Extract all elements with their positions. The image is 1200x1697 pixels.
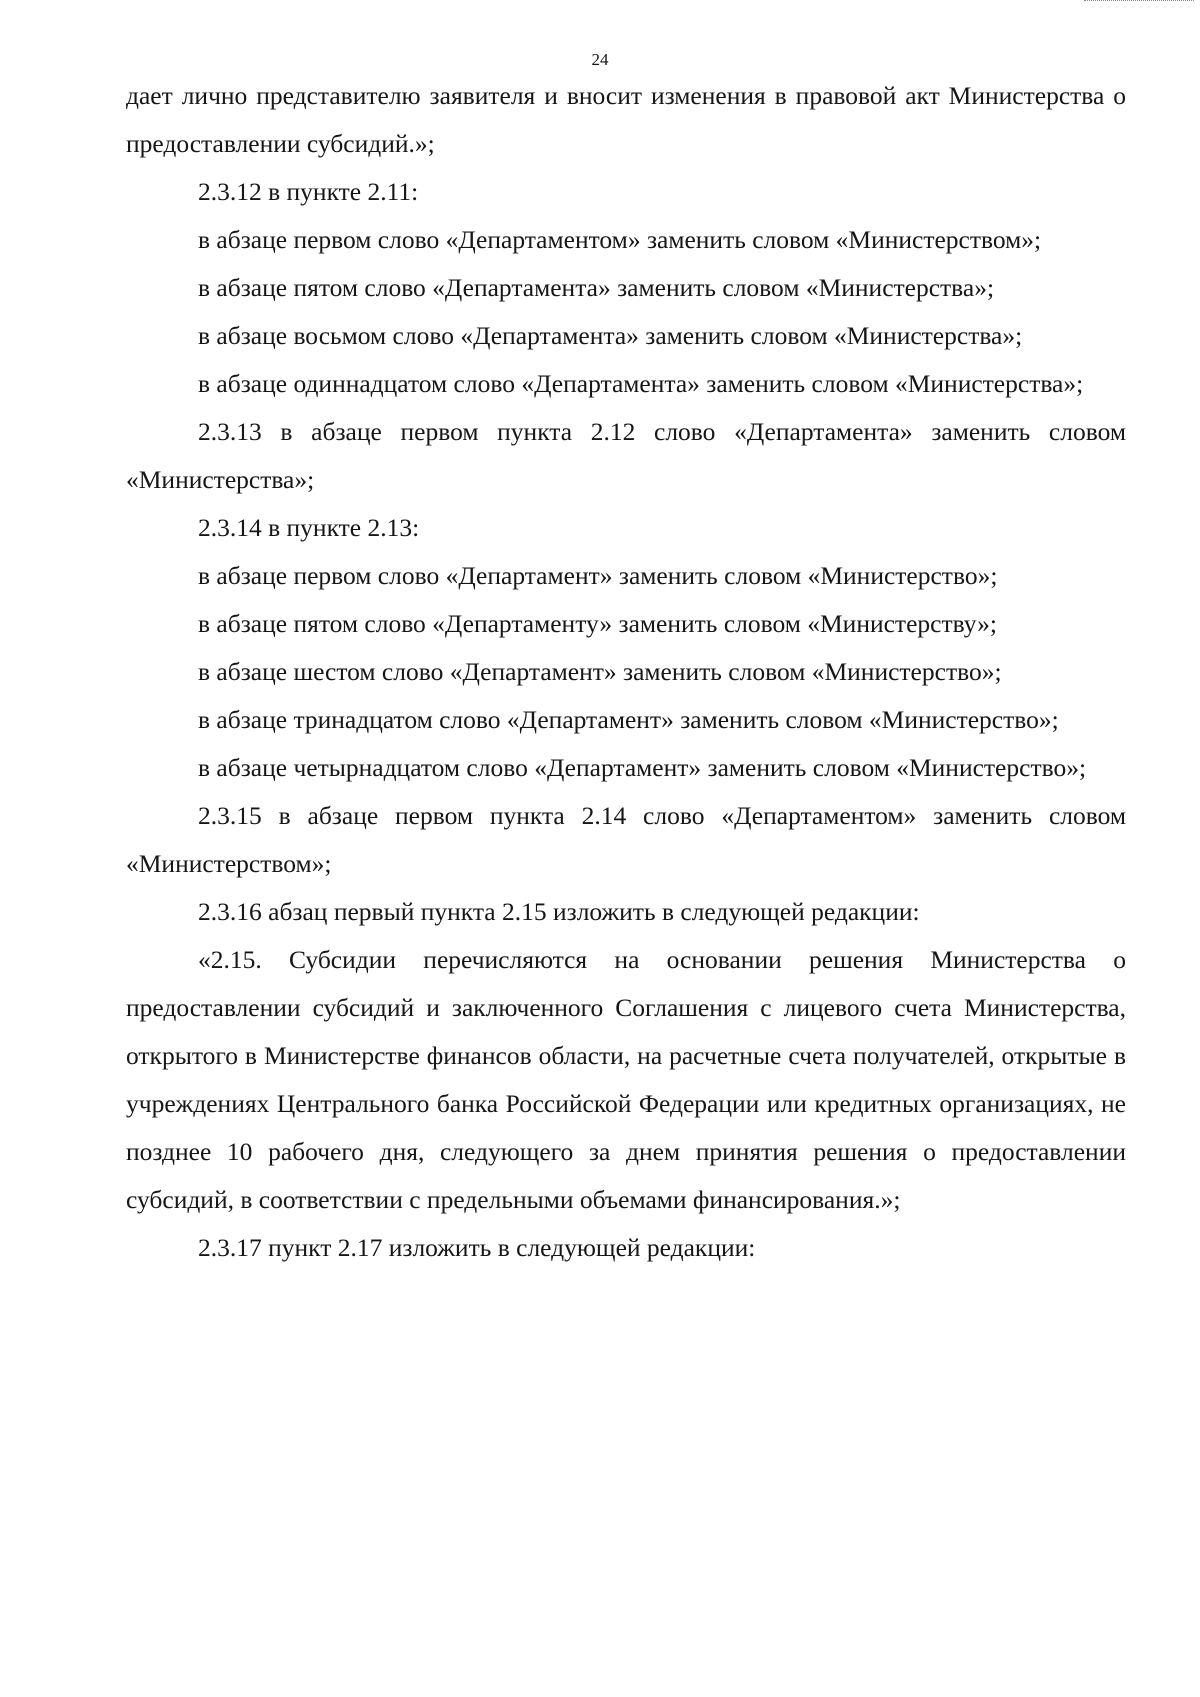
paragraph-item-2-3-13: 2.3.13 в абзаце первом пункта 2.12 слово «Департамента» заменить словом «Министерства»; bbox=[126, 417, 1126, 494]
paragraph-item-2-3-12: 2.3.12 в пункте 2.11: bbox=[198, 177, 419, 206]
paragraph-item-2-3-16: 2.3.16 абзац первый пункта 2.15 изложить в следующей редакции: bbox=[198, 897, 920, 926]
scan-edge-mark bbox=[1084, 0, 1194, 9]
paragraph-amendment: в абзаце пятом слово «Департамента» заменить словом «Министерства»; bbox=[198, 273, 995, 302]
paragraph-item-2-3-17: 2.3.17 пункт 2.17 изложить в следующей редакции: bbox=[198, 1233, 756, 1262]
paragraph-amendment: в абзаце тринадцатом слово «Департамент» заменить словом «Министерство»; bbox=[198, 705, 1059, 734]
paragraph-continuation: дает лично представителю заявителя и вносит изменения в правовой акт Министерства о предоставлении субсидий.»; bbox=[126, 81, 1126, 158]
paragraph-item-2-3-15: 2.3.15 в абзаце первом пункта 2.14 слово «Департаментом» заменить словом «Министерством»; bbox=[126, 801, 1126, 878]
document-body bbox=[126, 72, 1126, 1272]
paragraph-amendment: в абзаце одиннадцатом слово «Департамента» заменить словом «Министерства»; bbox=[198, 369, 1084, 398]
paragraph-amendment: в абзаце восьмом слово «Департамента» заменить словом «Министерства»; bbox=[198, 321, 1023, 350]
paragraph-amendment: в абзаце первом слово «Департамент» заменить словом «Министерство»; bbox=[198, 561, 998, 590]
paragraph-item-2-3-14: 2.3.14 в пункте 2.13: bbox=[198, 513, 420, 542]
paragraph-quoted-2-15: «2.15. Субсидии перечисляются на основании решения Министерства о предоставлении субсидий и заключенного Соглашения с лицевого счета Министерства, открытого в Министерстве финансов области, на расчетные счета получателей, открытые в учреждениях Центрального банка Российской Федерации или кредитных организациях, не позднее 10 рабочего дня, следующего за днем принятия решения о предоставлении субсидий, в соответствии с предельными объемами финансирования.»; bbox=[126, 945, 1126, 1214]
paragraph-amendment: в абзаце четырнадцатом слово «Департамент» заменить словом «Министерство»; bbox=[198, 753, 1087, 782]
page-number: 24 bbox=[591, 50, 609, 69]
paragraph-amendment: в абзаце первом слово «Департаментом» заменить словом «Министерством»; bbox=[198, 225, 1042, 254]
paragraph-amendment: в абзаце пятом слово «Департаменту» заменить словом «Министерству»; bbox=[198, 609, 997, 638]
paragraph-amendment: в абзаце шестом слово «Департамент» заменить словом «Министерство»; bbox=[198, 657, 1002, 686]
